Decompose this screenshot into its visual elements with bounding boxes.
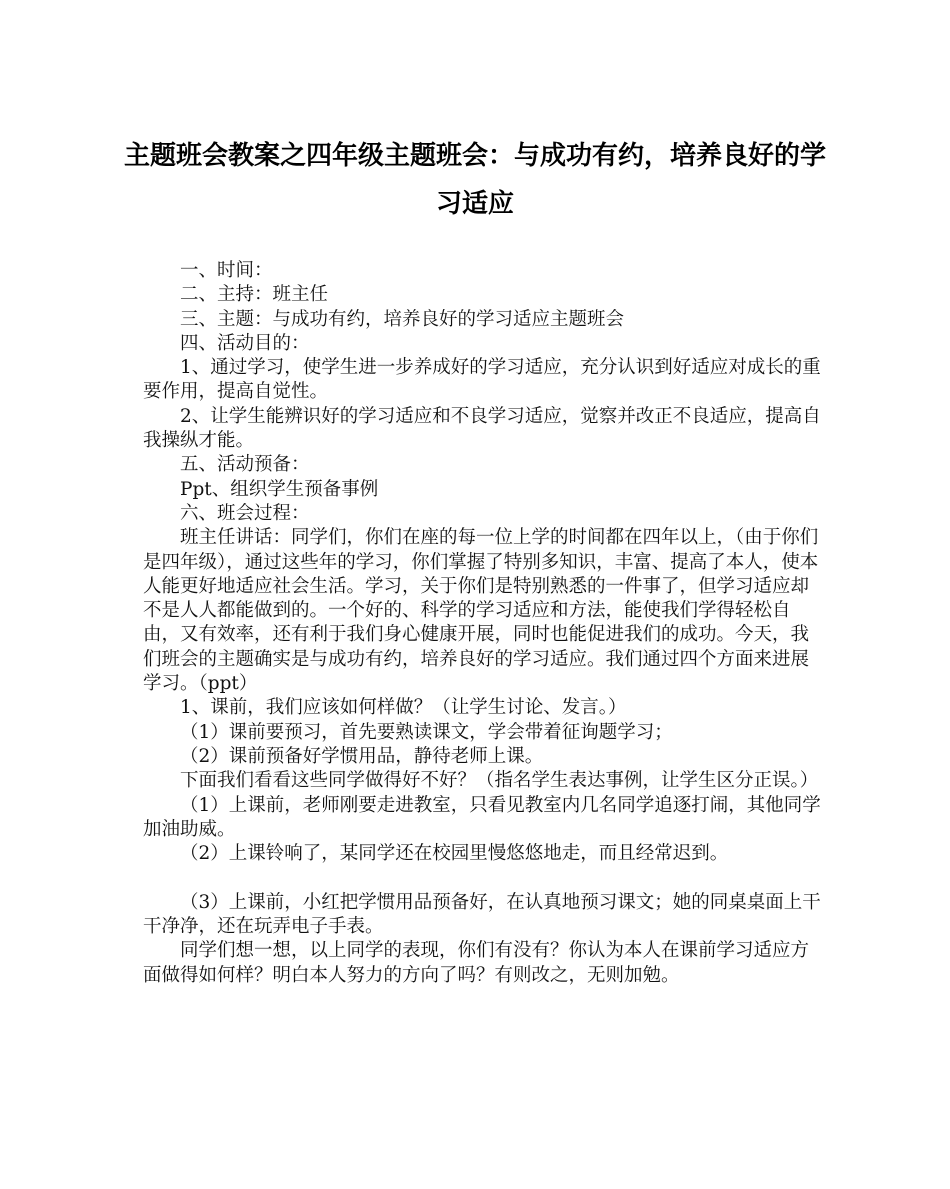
paragraph-point-1: （1）课前要预习，首先要熟读课文，学会带着征询题学习；: [180, 721, 673, 743]
paragraph-purpose-heading: 四、活动目的：: [180, 332, 310, 354]
paragraph-purpose-2: 2、让学生能辨识好的学习适应和不良学习适应，觉察并改正不良适应，提高自我操纵才能。: [143, 405, 821, 452]
paragraph-reflection: 同学们想一想，以上同学的表现，你们有没有？你认为本人在课前学习适应方面做得如何样？明白本人努力的方向了吗？有则改之，无则加勉。: [143, 940, 810, 986]
paragraph-example-2: （2）上课铃响了，某同学还在校园里慢悠悠地走，而且经常迟到。: [180, 843, 729, 865]
paragraph-preparation: Ppt、组织学生预备事例: [180, 478, 379, 500]
paragraph-host: 二、主持：班主任: [180, 284, 329, 306]
paragraph-point-2: （2）课前预备好学惯用品，静待老师上课。: [180, 745, 544, 767]
paragraph-process-heading: 六、班会过程：: [180, 502, 310, 524]
paragraph-time: 一、时间：: [180, 260, 273, 281]
paragraph-teacher-speech: 班主任讲话：同学们，你们在座的每一位上学的时间都在四年以上，（由于你们是四年级），通过这些年的学习，你们掌握了特别多知识，丰富、提高了本人，使本人能更好地适应社会生活。学习，关于你们是特别熟悉的一件事了，但学习适应却不是人人都能做到的。一个好的、科学的学习适应和方法，能使我们学得轻松自由，又有效率，还有利于我们身心健康开展，同时也能促进我们的成功。今天，我们班会的主题确实是与成功有约，培养良好的学习适应。我们通过四个方面来进展学习。（ppt）: [143, 527, 819, 695]
paragraph-preparation-heading: 五、活动预备：: [180, 454, 310, 476]
blank-line: [143, 866, 823, 890]
paragraph-purpose-1: 1、通过学习，使学生进一步养成好的学习适应，充分认识到好适应对成长的重要作用，提高自觉性。: [143, 357, 821, 403]
document-title: 主题班会教案之四年级主题班会：与成功有约，培养良好的学习适应: [123, 141, 826, 219]
paragraph-examples-intro: 下面我们看看这些同学做得好不好？（指名学生表达事例，让学生区分正误。）: [180, 770, 819, 792]
paragraph-before-class: 1、课前，我们应该如何样做？（让学生讨论、发言。）: [180, 697, 627, 719]
paragraph-example-1: （1）上课前，老师刚要走进教室，只看见教室内几名同学追逐打闹，其他同学加油助威。: [143, 794, 821, 840]
paragraph-example-3: （3）上课前，小红把学惯用品预备好，在认真地预习课文；她的同桌桌面上干干净净，还在玩弄电子手表。: [143, 891, 821, 938]
paragraph-theme: 三、主题：与成功有约，培养良好的学习适应主题班会: [180, 308, 625, 330]
document-body: [143, 259, 823, 988]
